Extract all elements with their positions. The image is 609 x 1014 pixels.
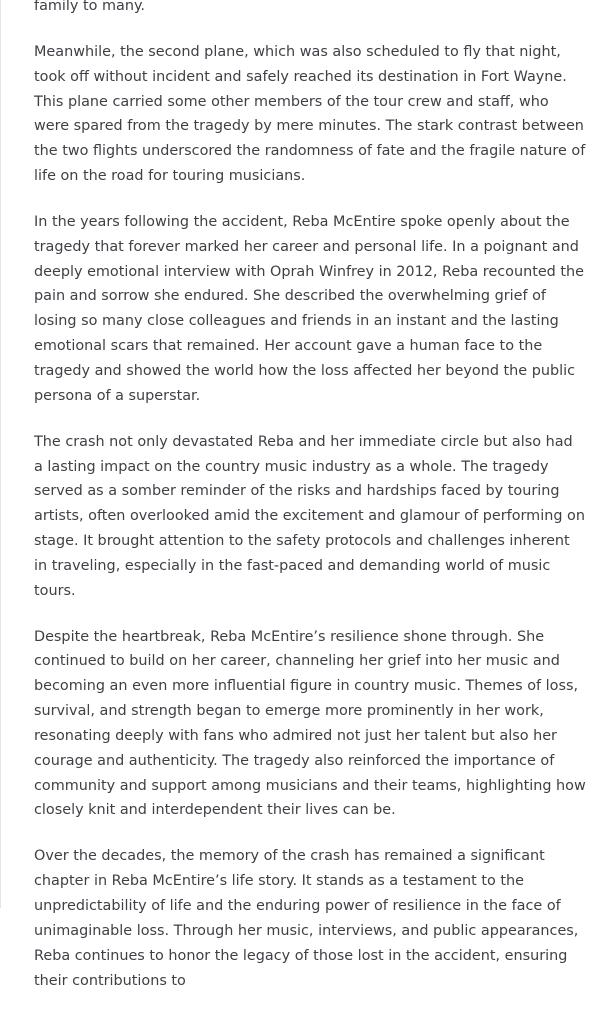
paragraph: Over the decades, the memory of the crash has remained a significant chapter in Reba McEntire’s life story. It stands as a testament to the unpredictability of life and the enduring power of resilience in the face of unimaginable loss. Through her music, interviews, and public appearances, Reba continues to honor the legacy of those lost in the accident, ensuring their contributions to	[34, 848, 579, 989]
left-divider	[0, 0, 1, 908]
paragraph: Meanwhile, the second plane, which was also scheduled to fly that night, took off without incident and safely reached its destination in Fort Wayne. This plane carried some other members of the tour crew and staff, who were spared from the tragedy by mere minutes. The stark contrast between the two flights underscored the randomness of fate and the fragile nature of life on the road for touring musicians.	[34, 43, 586, 185]
article-body	[34, 0, 586, 1014]
paragraph: In the years following the accident, Reba McEntire spoke openly about the tragedy that forever marked her career and personal life. In a poignant and deeply emotional interview with Oprah Winfrey in 2012, Reba recounted the pain and sorrow she endured. She described the overwhelming grief of losing so many close colleagues and friends in an instant and the lasting emotional scars that remained. Her account gave a human face to the tragedy and showed the world how the loss affected her beyond the public persona of a superstar.	[34, 213, 585, 404]
paragraph: family to many.	[34, 0, 146, 14]
paragraph: Despite the heartbreak, Reba McEntire’s resilience shone through. She continued to build on her career, channeling her grief into her music and becoming an even more influential figure in country music. Themes of loss, survival, and strength began to emerge more prominently in her work, resonating deeply with fans who admired not just her talent but also her courage and authenticity. The tragedy also reinforced the importance of community and support among musicians and their teams, highlighting how closely knit and interdependent their lives can be.	[34, 628, 586, 819]
paragraph: The crash not only devastated Reba and her immediate circle but also had a lasting impact on the country music industry as a whole. The tragedy served as a somber reminder of the risks and hardships faced by touring artists, often overlooked amid the excitement and glamour of performing on stage. It brought attention to the safety protocols and challenges inherent in traveling, especially in the fast-paced and demanding world of music tours.	[34, 433, 585, 599]
